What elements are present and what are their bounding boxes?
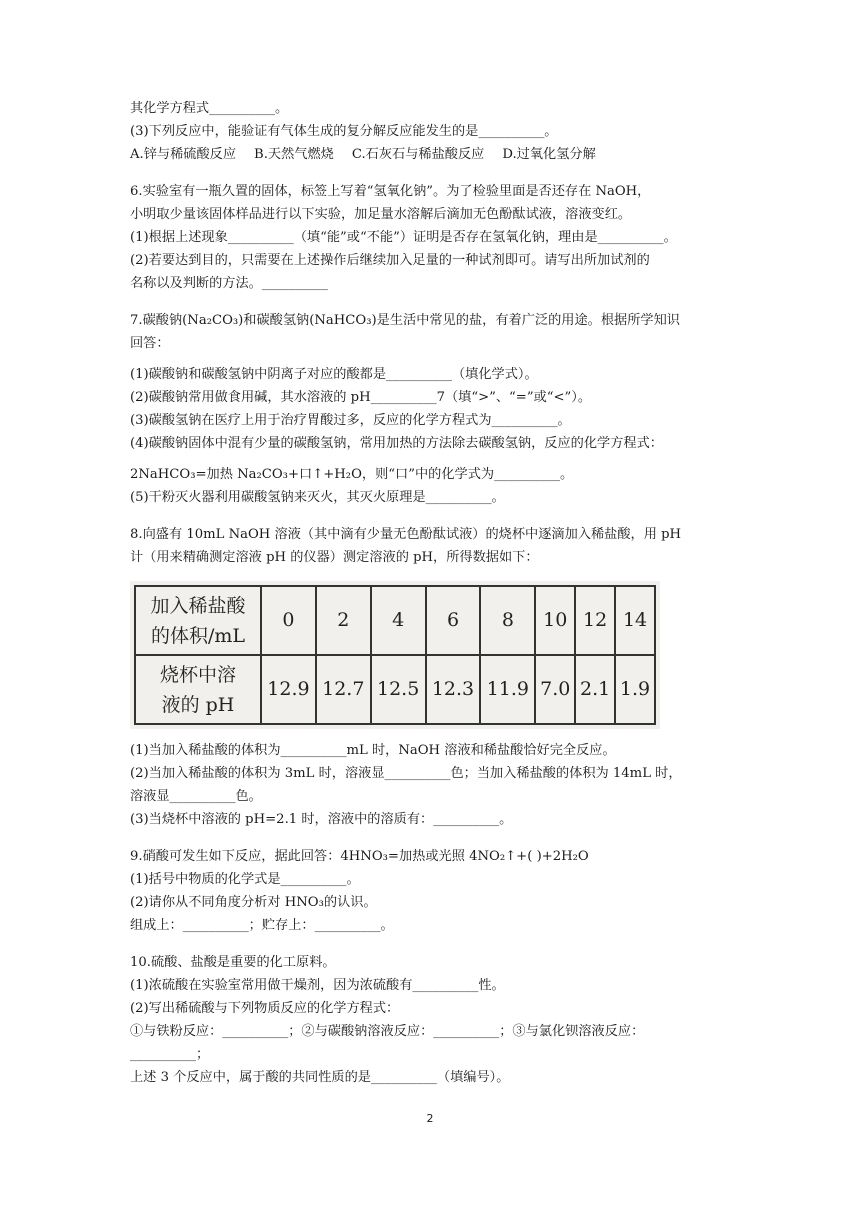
text-line: 名称以及判断的方法。__________: [130, 276, 328, 291]
option-c: C.石灰石与稀盐酸反应: [351, 147, 485, 162]
question-9: [130, 845, 730, 937]
text-line: 其化学方程式__________。: [130, 101, 289, 116]
row-header: [135, 586, 261, 655]
text-line: 小明取少量该固体样品进行以下实验，加足量水溶解后滴加无色酚酞试液，溶液变红。: [130, 207, 632, 222]
text-line: 组成上：__________；贮存上：__________。: [130, 918, 394, 933]
table-row: [135, 655, 655, 724]
text-line: (2)当加入稀盐酸的体积为 3mL 时，溶液显__________色；当加入稀盐酸的体积为 14mL 时，: [130, 766, 682, 781]
text-line: (1)括号中物质的化学式是__________。: [130, 872, 360, 887]
text-line: 2NaHCO₃=加热 Na₂CO₃+口↑+H₂O，则“口”中的化学式为__________。: [130, 467, 574, 482]
text-line: (2)写出稀硫酸与下列物质反应的化学方程式：: [130, 1001, 400, 1016]
table-cell: 11.9: [480, 655, 535, 724]
text-line: (1)浓硫酸在实验室常用做干燥剂，因为浓硫酸有__________性。: [130, 978, 505, 993]
text-line: 7.碳酸钠(Na₂CO₃)和碳酸氢钠(NaHCO₃)是生活中常见的盐，有着广泛的用途。根据所学知识: [130, 313, 680, 328]
table-cell: 12: [575, 586, 615, 655]
table-cell: 6: [426, 586, 481, 655]
text-line: 计（用来精确测定溶液 pH 的仪器）测定溶液的 pH，所得数据如下：: [130, 550, 539, 565]
table-cell: 2.1: [575, 655, 615, 724]
page-number: 2: [426, 1112, 434, 1125]
option-d: D.过氧化氢分解: [502, 147, 596, 162]
table-cell: 12.7: [316, 655, 371, 724]
text-line: 回答：: [130, 336, 170, 351]
text-line: 上述 3 个反应中，属于酸的共同性质的是__________（填编号）。: [130, 1070, 510, 1085]
header-line: 加入稀盐酸: [150, 594, 246, 617]
text-line: (4)碳酸钠固体中混有少量的碳酸氢钠，常用加热的方法除去碳酸氢钠，反应的化学方程式：: [130, 436, 663, 451]
table-cell: 2: [316, 586, 371, 655]
text-line: (2)若要达到目的，只需要在上述操作后继续加入足量的一种试剂即可。请写出所加试剂的: [130, 253, 650, 268]
table-row: [135, 586, 655, 655]
text-line: (3)碳酸氢钠在医疗上用于治疗胃酸过多，反应的化学方程式为__________。: [130, 413, 571, 428]
row-header: [135, 655, 261, 724]
text-line: (5)干粉灭火器利用碳酸氢钠来灭火，其灭火原理是__________。: [130, 490, 505, 505]
text-line: (1)根据上述现象__________（填“能”或“不能”）证明是否存在氢氧化钠，理由是__________。: [130, 230, 677, 245]
text-line: 8.向盛有 10mL NaOH 溶液（其中滴有少量无色酚酞试液）的烧杯中逐滴加入稀盐酸，用 pH: [130, 527, 682, 542]
table-cell: 10: [535, 586, 575, 655]
option-b: B.天然气燃烧: [254, 147, 334, 162]
question-7: [130, 309, 730, 509]
table-cell: 1.9: [615, 655, 655, 724]
header-line: 烧杯中溶: [159, 663, 236, 686]
text-line: (2)碳酸钠常用做食用碱，其水溶液的 pH__________7（填“>”、“=”或“<”）。: [130, 390, 592, 405]
text-line: (3)下列反应中，能验证有气体生成的复分解反应能发生的是__________。: [130, 124, 558, 139]
text-line: 6.实验室有一瓶久置的固体，标签上写着“氢氧化钠”。为了检验里面是否还存在 NaOH，: [130, 184, 651, 199]
text-line: (1)当加入稀盐酸的体积为__________mL 时，NaOH 溶液和稀盐酸恰好完全反应。: [130, 743, 616, 758]
header-line: 液的 pH: [161, 693, 235, 716]
question-8: [130, 523, 730, 831]
text-line: 10.硫酸、盐酸是重要的化工原料。: [130, 955, 336, 970]
text-line: (3)当烧杯中溶液的 pH=2.1 时，溶液中的溶质有：__________。: [130, 812, 513, 827]
text-line: ①与铁粉反应：__________；②与碳酸钠溶液反应：__________；③与氯化钡溶液反应：: [130, 1024, 645, 1039]
worksheet-page: [130, 97, 730, 1089]
option-a: A.锌与稀硫酸反应: [130, 147, 237, 162]
table-cell: 12.5: [371, 655, 426, 724]
table-cell: 0: [261, 586, 316, 655]
header-line: 的体积/mL: [150, 624, 246, 647]
answer-options: [130, 143, 730, 166]
ph-data-table-image: [130, 581, 660, 729]
table-cell: 12.3: [426, 655, 481, 724]
table-cell: 14: [615, 586, 655, 655]
ph-data-table: [134, 585, 656, 725]
table-cell: 7.0: [535, 655, 575, 724]
question-10: [130, 951, 730, 1089]
text-line: 溶液显__________色。: [130, 789, 262, 804]
text-line: __________；: [130, 1047, 210, 1062]
text-line: 9.硝酸可发生如下反应，据此回答：4HNO₃=加热或光照 4NO₂↑+( )+2H₂O: [130, 849, 589, 864]
table-cell: 4: [371, 586, 426, 655]
text-line: (1)碳酸钠和碳酸氢钠中阴离子对应的酸都是__________（填化学式）。: [130, 367, 538, 382]
text-line: (2)请你从不同角度分析对 HNO₃的认识。: [130, 895, 377, 910]
table-cell: 8: [480, 586, 535, 655]
question-6: [130, 180, 730, 295]
table-cell: 12.9: [261, 655, 316, 724]
